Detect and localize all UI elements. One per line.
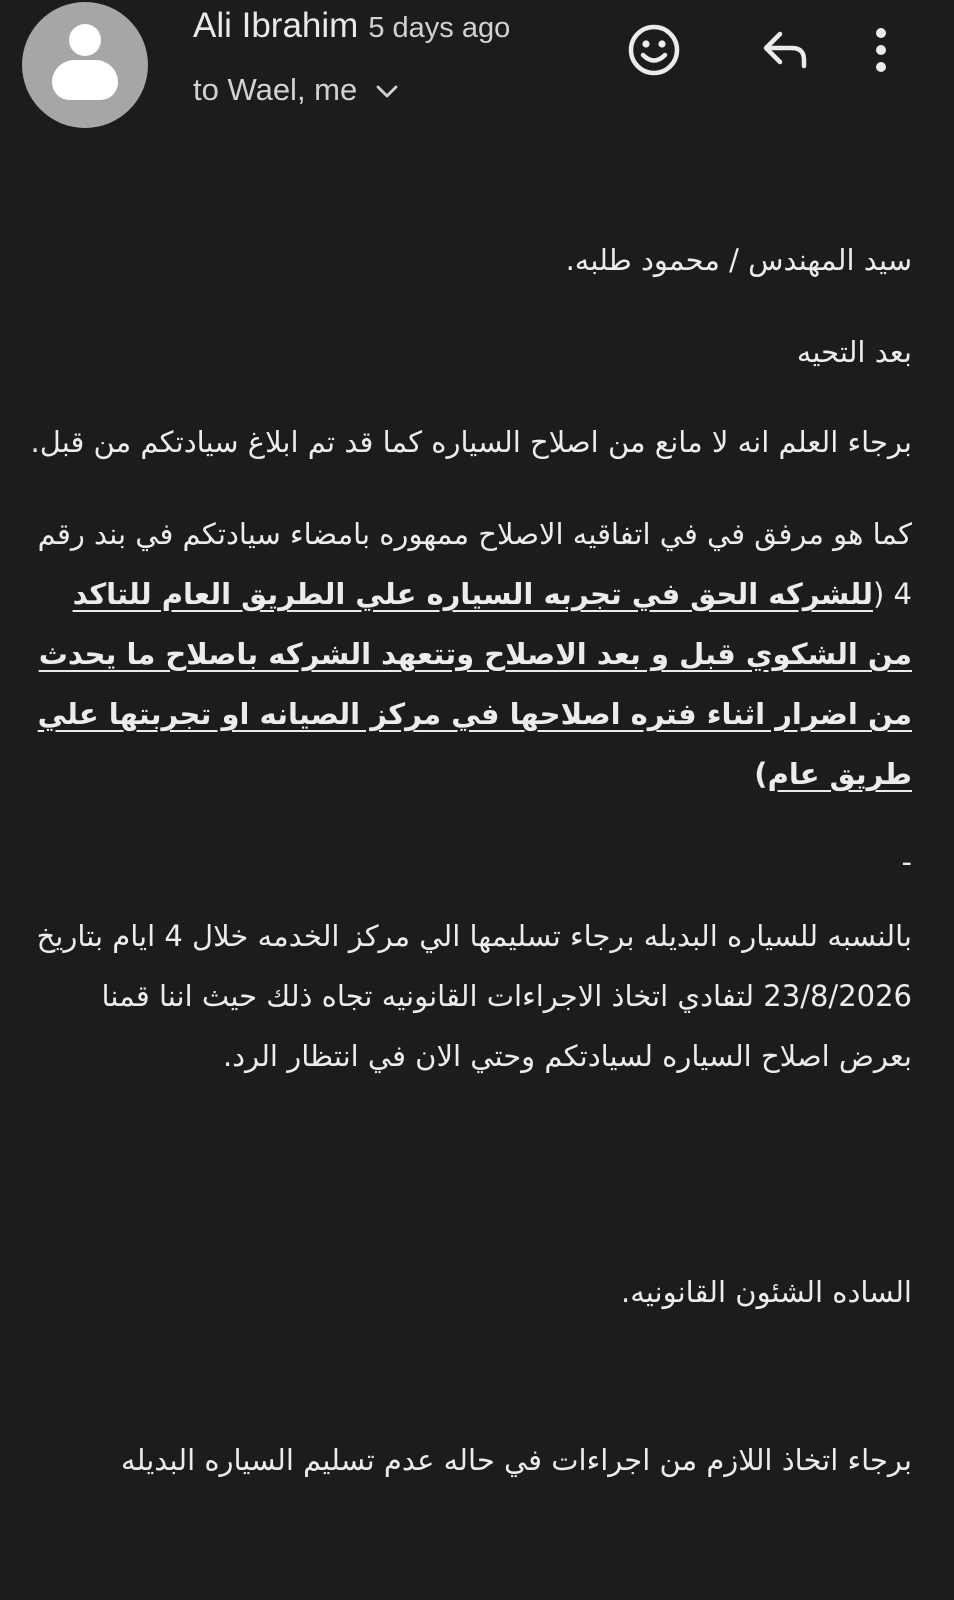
legal-action: برجاء اتخاذ اللازم من اجراءات في حاله عدم تسليم السياره البديله	[121, 1443, 912, 1477]
recipients-text: to Wael, me	[193, 72, 358, 107]
dash-separator: -	[901, 845, 912, 879]
notice-paragraph: برجاء العلم انه لا مانع من اصلاح السياره كما قد تم ابلاغ سيادتكم من قبل.	[30, 425, 912, 459]
salutation: سيد المهندس / محمود طلبه.	[565, 243, 912, 277]
legal-addressee: الساده الشئون القانونيه.	[621, 1275, 912, 1309]
avatar-shoulders	[52, 60, 118, 100]
greeting: بعد التحيه	[796, 335, 912, 369]
attachment-intro: كما هو مرفق في في اتفاقيه الاصلاح ممهوره بامضاء سيادتكم في بند رقم 4 (	[37, 517, 912, 611]
smiley-icon	[626, 22, 682, 78]
add-reaction-button[interactable]	[626, 22, 682, 82]
clause-text: للشركه الحق في تجربه السياره علي الطريق العام للتاكد من الشكوي قبل و بعد الاصلاح وتتعهد الشركه باصلاح ما يحدث من اضرار اثناء فتره اصلاحها في مركز الصيانه او تجربتها علي طريق عام	[37, 577, 912, 791]
more-vert-icon	[874, 22, 888, 78]
sender-name[interactable]: Ali Ibrahim	[193, 6, 359, 45]
sent-time: 5 days ago	[368, 12, 511, 44]
replacement-car-paragraph: بالنسبه للسياره البديله برجاء تسليمها الي مركز الخدمه خلال 4 ايام بتاريخ 23/8/2026 لتفادي اتخاذ الاجراءات القانونيه تجاه ذلك حيث اننا قمنا بعرض اصلاح السياره لسيادتكم وحتي الان في انتظار الرد.	[36, 919, 912, 1073]
recipients-toggle[interactable]	[193, 72, 398, 108]
more-options-button[interactable]	[874, 22, 888, 82]
sender-line	[193, 6, 510, 46]
email-body	[30, 230, 912, 1490]
reply-icon	[758, 22, 814, 78]
sender-avatar[interactable]	[22, 2, 148, 128]
attachment-paragraph	[30, 504, 912, 804]
reply-button[interactable]	[758, 22, 814, 82]
clause-close: )	[754, 757, 768, 791]
chevron-down-icon	[376, 85, 398, 99]
person-avatar-icon	[69, 24, 101, 56]
